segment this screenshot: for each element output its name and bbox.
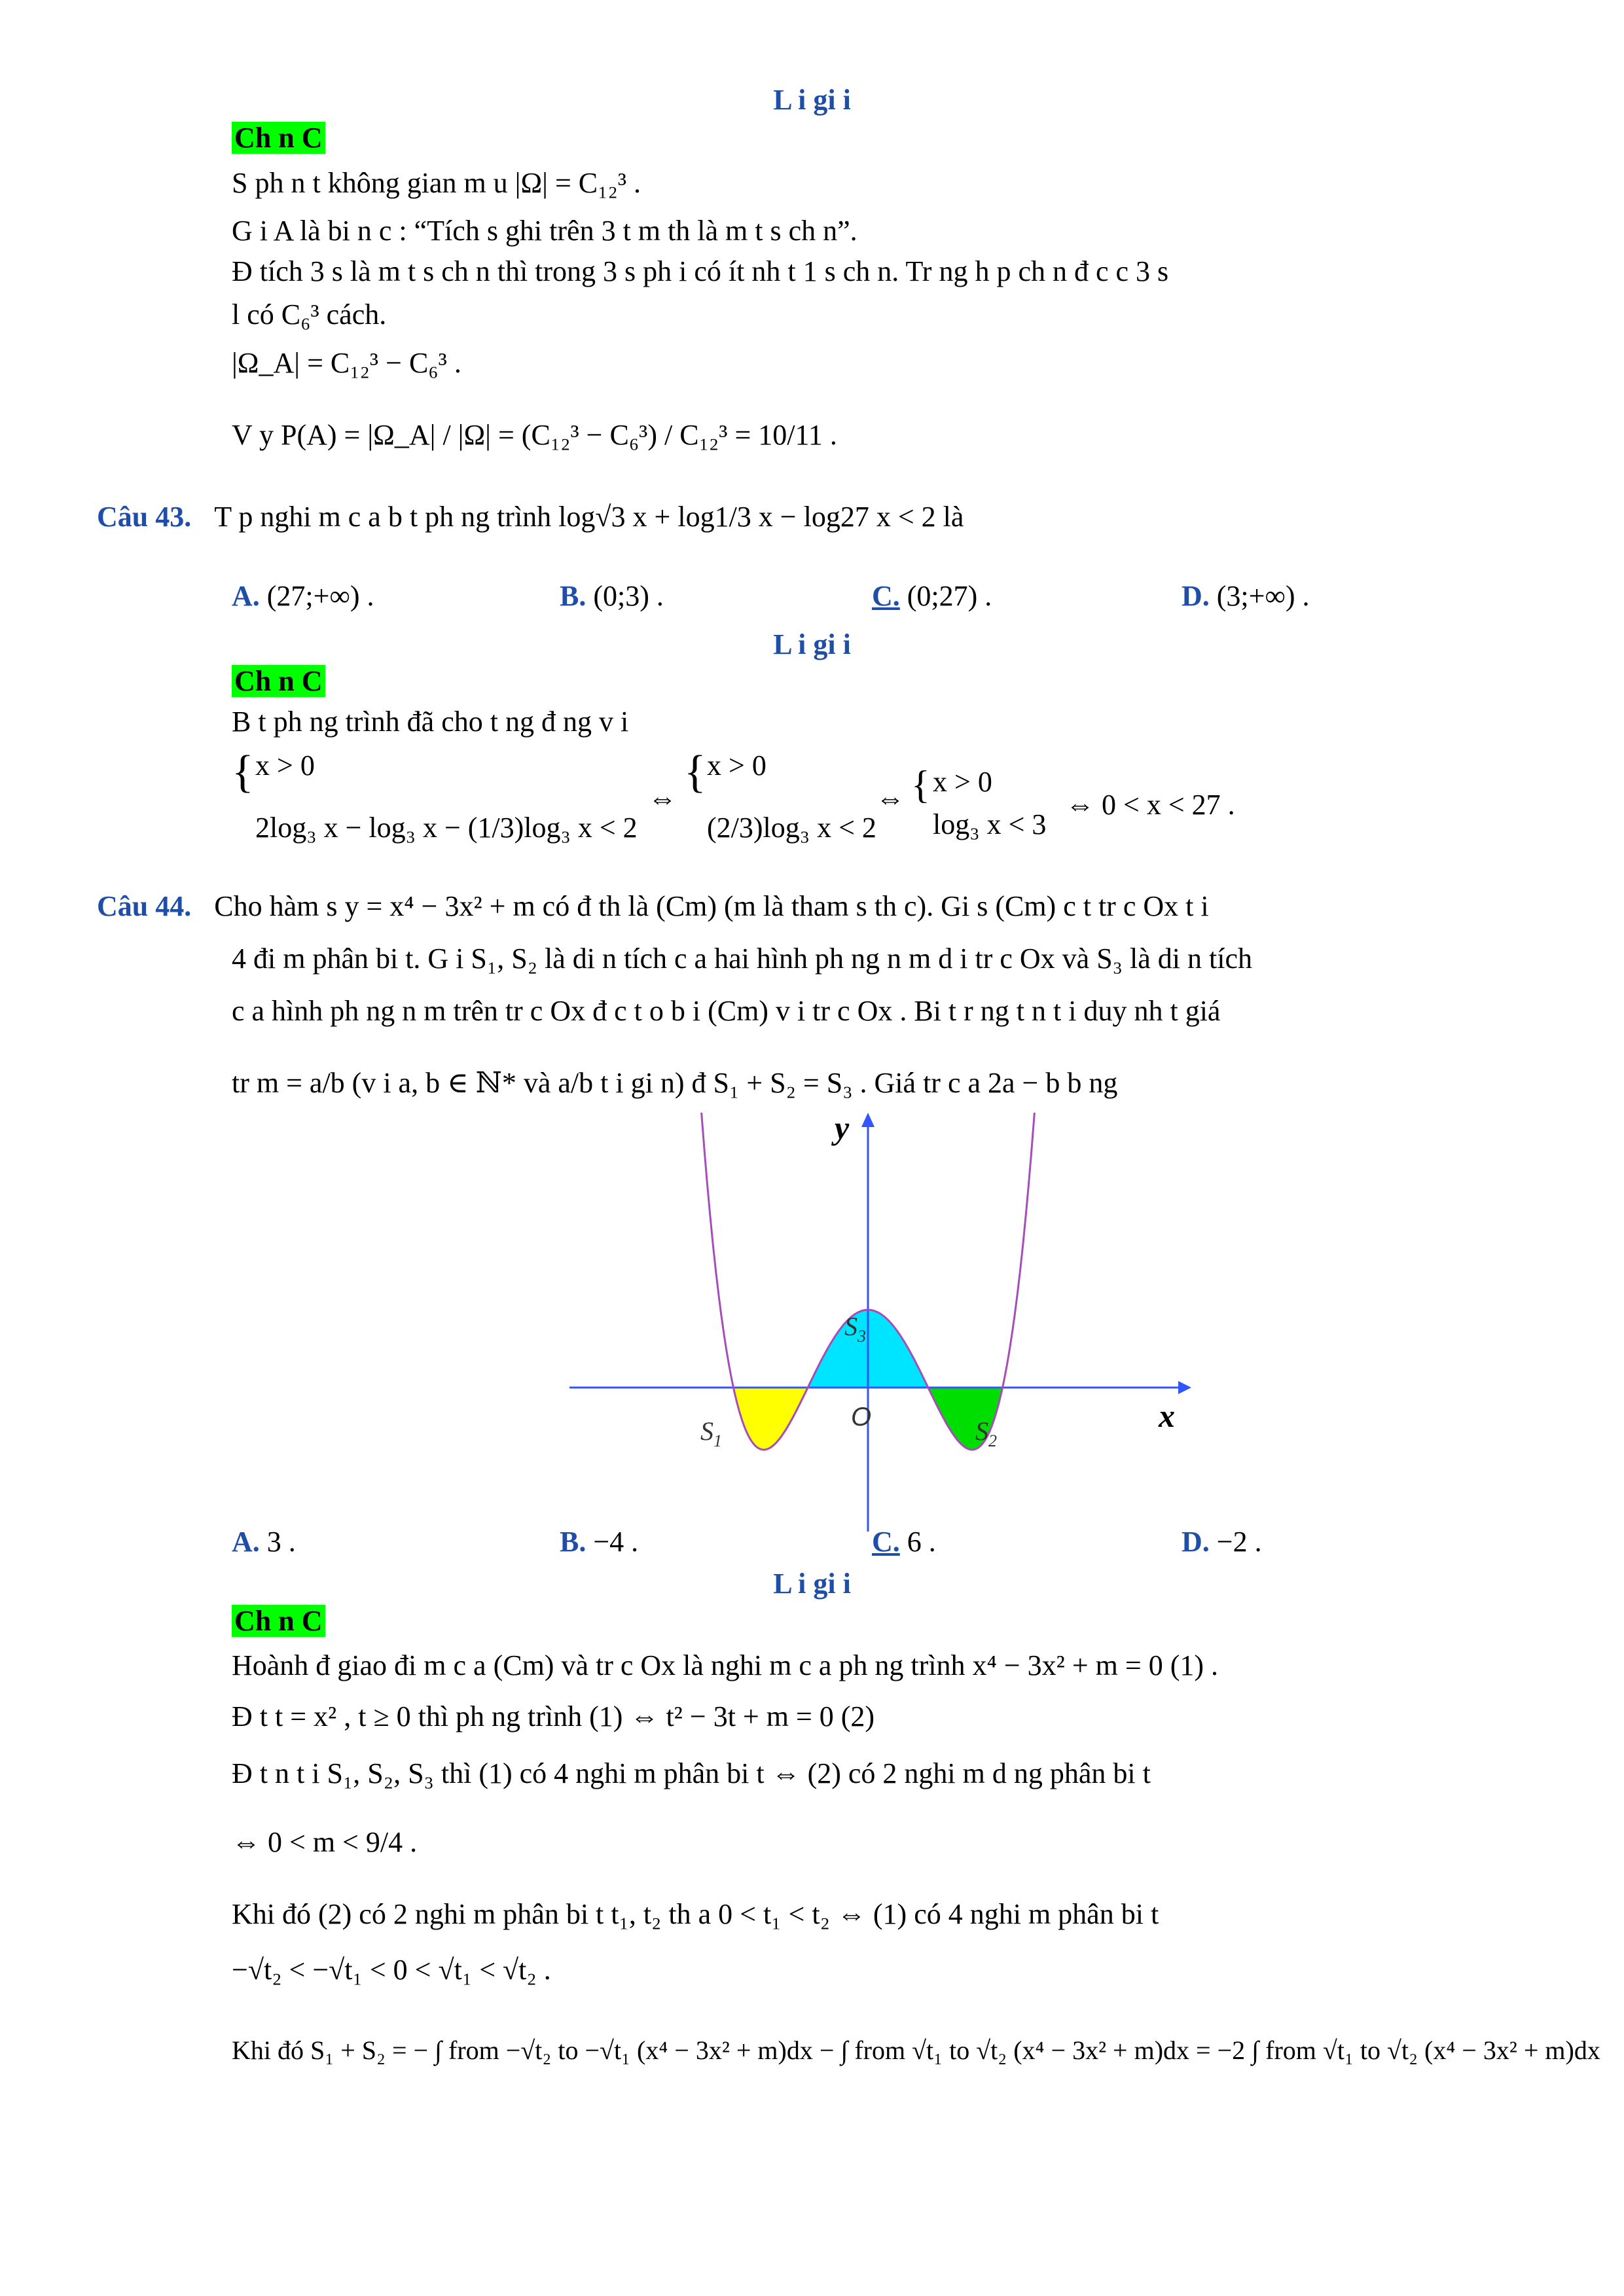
option-d[interactable]: D. (3;+∞) . — [1182, 580, 1310, 612]
q44-sol-line3: Đ t n t i S₁, S₂, S₃ thì (1) có 4 nghi m phân bi t ⇔ (2) có 2 nghi m d ng phân bi t — [232, 1757, 1151, 1789]
sol1-line6: V y P(A) = |Ω_A| / |Ω| = (C₁₂³ − C₆³) / C₁₂³ = 10/11 . — [232, 419, 837, 451]
solution-heading: L i gi i — [773, 628, 851, 660]
q44-sol-line1: Hoành đ giao đi m c a (Cm) và tr c Ox là nghi m c a ph ng trình x⁴ − 3x² + m = 0 (1) . — [232, 1649, 1219, 1681]
y-axis-label: y — [835, 1113, 850, 1146]
system3-line2: log₃ x < 3 — [933, 808, 1047, 840]
q44-sol-line6: −√t₂ < −√t₁ < 0 < √t₁ < √t₂ . — [232, 1954, 551, 1986]
option-b[interactable]: B. −4 . — [560, 1526, 639, 1558]
equiv-sign: ⇔ — [648, 782, 677, 814]
choice-badge: Ch n C — [232, 665, 325, 698]
question-text-line1: Cho hàm s y = x⁴ − 3x² + m có đ th là (Cm) (m là tham s th c). Gi s (Cm) c t tr c Ox t i — [214, 890, 1209, 922]
sol1-line5: |Ω_A| = C₁₂³ − C₆³ . — [232, 347, 461, 379]
q43-result: ⇔ 0 < x < 27 . — [1066, 789, 1235, 821]
system1-line2: 2log₃ x − log₃ x − (1/3)log₃ x < 2 — [255, 812, 638, 844]
sol1-line3: Đ tích 3 s là m t s ch n thì trong 3 s ph i có ít nh t 1 s ch n. Tr ng h p ch n đ c c 3 s — [232, 255, 1169, 287]
option-b[interactable]: B. (0;3) . — [560, 580, 664, 612]
solution-heading: L i gi i — [773, 1568, 851, 1600]
equiv-sign: ⇔ — [876, 782, 905, 814]
question-text-line3: c a hình ph ng n m trên tr c Ox đ c t o b i (Cm) v i tr c Ox . Bi t r ng t n t i duy nh t giá — [232, 995, 1221, 1027]
question-44 — [97, 890, 1209, 924]
s3-label: $S_3$ — [844, 1312, 866, 1346]
x-axis-arrow — [1178, 1381, 1191, 1394]
option-d[interactable]: D. −2 . — [1182, 1526, 1262, 1558]
sol1-line2: G i A là bi n c : “Tích s ghi trên 3 t m th là m t s ch n”. — [232, 215, 857, 247]
system2-line1: x > 0 — [707, 749, 767, 781]
x-axis-label: x — [1159, 1397, 1175, 1434]
sol1-line1: S ph n t không gian m u |Ω| = C₁₂³ . — [232, 167, 641, 199]
function-graph — [569, 1113, 1198, 1532]
q43-sol-line1: B t ph ng trình đã cho t ng đ ng v i — [232, 706, 629, 738]
q44-sol-line7: Khi đó S₁ + S₂ = − ∫ from −√t₂ to −√t₁ (x⁴ − 3x² + m)dx − ∫ from √t₁ to √t₂ (x⁴ − 3x² + m)dx = −2 ∫ from √t₁ to √t₂ (x⁴ − 3x² + m)dx — [232, 2036, 1600, 2065]
origin-label: O — [851, 1403, 872, 1431]
brace-1: { — [232, 747, 254, 797]
y-axis-arrow — [861, 1113, 875, 1127]
system2-line2: (2/3)log₃ x < 2 — [707, 812, 876, 844]
option-c[interactable]: C. (0;27) . — [872, 580, 992, 612]
question-text: T p nghi m c a b t ph ng trình log√3 x + log1/3 x − log27 x < 2 là — [214, 501, 964, 533]
question-number: Câu 44. — [97, 890, 192, 922]
question-43 — [97, 501, 964, 534]
question-number: Câu 43. — [97, 501, 192, 533]
s1-region — [734, 1388, 808, 1450]
question-text-line2: 4 đi m phân bi t. G i S₁, S₂ là di n tích c a hai hình ph ng n m d i tr c Ox và S₃ là di n tích — [232, 942, 1252, 975]
q44-sol-line4: ⇔ 0 < m < 9/4 . — [232, 1826, 418, 1858]
system1-line1: x > 0 — [255, 749, 315, 781]
option-c[interactable]: C. 6 . — [872, 1526, 936, 1558]
s2-label: $S_2$ — [975, 1416, 997, 1450]
system3-line1: x > 0 — [933, 766, 992, 798]
s1-label: $S_1$ — [700, 1416, 722, 1450]
choice-badge: Ch n C — [232, 1605, 325, 1638]
choice-badge: Ch n C — [232, 122, 325, 155]
brace-2: { — [684, 747, 706, 797]
sol1-line4: l có C₆³ cách. — [232, 298, 387, 331]
question-text-line4: tr m = a/b (v i a, b ∈ ℕ* và a/b t i gi n) đ S₁ + S₂ = S₃ . Giá tr c a 2a − b b ng — [232, 1067, 1118, 1099]
solution-heading: L i gi i — [773, 84, 851, 116]
brace-3: { — [911, 763, 930, 806]
q44-sol-line2: Đ t t = x² , t ≥ 0 thì ph ng trình (1) ⇔ t² − 3t + m = 0 (2) — [232, 1700, 875, 1732]
option-a[interactable]: A. (27;+∞) . — [232, 580, 374, 612]
q44-sol-line5: Khi đó (2) có 2 nghi m phân bi t t₁, t₂ th a 0 < t₁ < t₂ ⇔ (1) có 4 nghi m phân bi t — [232, 1898, 1159, 1930]
option-a[interactable]: A. 3 . — [232, 1526, 296, 1558]
